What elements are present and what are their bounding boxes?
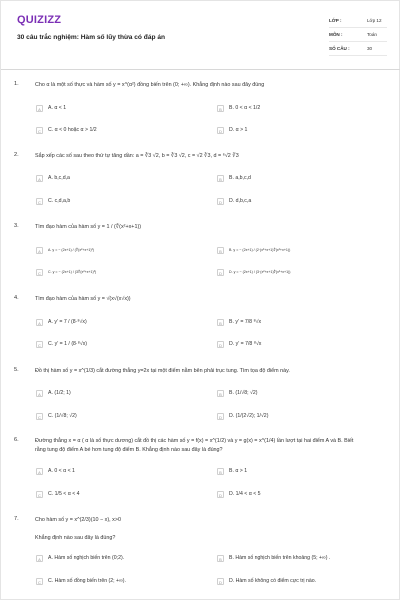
option-c[interactable] [36, 196, 70, 206]
option-letter: A [36, 319, 43, 326]
option-a[interactable] [36, 388, 71, 398]
option-text: A. y = − (2x+1) / (∜(x²+x+1)³) [48, 248, 94, 252]
option-d[interactable] [217, 196, 251, 206]
option-text: C. c,d,a,b [48, 198, 71, 204]
meta-value: Lớp 12 [367, 18, 382, 23]
option-letter: C [36, 127, 43, 134]
question-number: 4. [14, 295, 19, 301]
option-a[interactable] [36, 103, 66, 113]
option-text: B. Hàm số nghịch biến trên khoảng (5; +∞) . [229, 555, 331, 561]
option-letter: D [217, 127, 224, 134]
question-subtext: Khẳng định nào sau đây là đúng? [35, 535, 116, 541]
option-text: C. y = − (2x+1) / (3∜(x²+x+1)³) [48, 270, 97, 274]
meta-value: 30 [367, 46, 373, 51]
option-text: D. y = − (2x+1) / (3·(x²+x+1)∜(x²+x+1)) [229, 270, 291, 274]
question-text: Tìm đạo hàm của hàm số y = √(x√(x√x)) [35, 296, 131, 302]
option-text: A. 0 < α < 1 [48, 468, 75, 474]
option-b[interactable] [217, 103, 260, 113]
option-letter: C [36, 198, 43, 205]
option-letter: D [217, 491, 224, 498]
option-d[interactable] [217, 125, 247, 135]
option-text: A. y′ = 7 / (8·⁸√x) [48, 319, 87, 325]
option-d[interactable] [217, 267, 291, 277]
option-c[interactable] [36, 125, 97, 135]
option-text: B. α > 1 [229, 468, 248, 474]
option-c[interactable] [36, 489, 80, 499]
option-letter: C [36, 491, 43, 498]
option-letter: D [217, 413, 224, 420]
option-letter: B [217, 247, 224, 254]
page-title: 30 câu trắc nghiệm: Hàm số lũy thừa có đáp án [17, 34, 166, 41]
option-letter: C [36, 269, 43, 276]
option-d[interactable] [217, 576, 316, 586]
quizizz-logo: QUIZIZZ [17, 14, 62, 26]
option-text: A. Hàm số nghịch biến trên (0;2). [48, 555, 125, 561]
option-a[interactable] [36, 173, 70, 183]
question-number: 5. [14, 367, 19, 373]
option-a[interactable] [36, 466, 75, 476]
meta-row-count [329, 42, 387, 56]
option-text: B. (1/√8; √2) [229, 390, 258, 396]
question-number: 1. [14, 81, 19, 87]
option-text: D. Hàm số không có điểm cực trị nào. [229, 578, 317, 584]
option-letter: A [36, 105, 43, 112]
option-d[interactable] [217, 489, 261, 499]
option-letter: B [217, 468, 224, 475]
meta-key: SỐ CÂU : [329, 46, 350, 51]
option-letter: A [36, 555, 43, 562]
option-text: D. (1/(2√2); 1/√2) [229, 413, 269, 419]
option-letter: B [217, 390, 224, 397]
option-letter: A [36, 175, 43, 182]
option-text: A. (1/2; 1) [48, 390, 71, 396]
option-letter: B [217, 175, 224, 182]
question-number: 7. [14, 516, 19, 522]
option-d[interactable] [217, 411, 268, 421]
option-c[interactable] [36, 576, 126, 586]
option-b[interactable] [217, 317, 261, 327]
question-text: Tìm đạo hàm của hàm số y = 1 / (∜(x²+x+1)) [35, 224, 142, 230]
meta-value: Toán [367, 32, 377, 37]
option-text: B. a,b,c,d [229, 175, 251, 181]
question-text: Cho α là một số thực và hàm số y = x^(α²) đồng biến trên (0; +∞). Khẳng định nào sau đây đúng [35, 82, 265, 88]
meta-row-subject [329, 28, 387, 42]
option-letter: A [36, 390, 43, 397]
option-letter: A [36, 468, 43, 475]
question-text: Đường thẳng x = α ( α là số thực dương) cắt đồ thị các hàm số y = f(x) = x^(1/2) và y = g(x) = x^(1/4) lần lượt tại hai điểm A và B. Biết rằng tung độ điểm A bé hơn tung độ điểm B. Khẳng định nào sau đây là đúng? [35, 438, 354, 453]
question-number: 3. [14, 223, 19, 229]
option-text: A. α < 1 [48, 105, 67, 111]
option-text: B. y = − (2x+1) / (2·(x²+x+1)∜(x²+x+1)) [229, 248, 291, 252]
option-letter: A [36, 247, 43, 254]
option-text: C. y′ = 1 / (8·⁸√x) [48, 341, 88, 347]
option-letter: B [217, 319, 224, 326]
option-a[interactable] [36, 553, 124, 563]
header-divider [1, 69, 400, 70]
option-letter: B [217, 105, 224, 112]
option-letter: C [36, 578, 43, 585]
question-number: 2. [14, 152, 19, 158]
option-text: C. α < 0 hoặc α > 1/2 [48, 127, 97, 133]
option-text: B. 0 < α < 1/2 [229, 105, 261, 111]
meta-row-class [329, 14, 387, 28]
option-letter: B [217, 555, 224, 562]
option-a[interactable] [36, 317, 87, 327]
option-letter: C [36, 413, 43, 420]
option-b[interactable] [217, 553, 330, 563]
option-c[interactable] [36, 267, 96, 277]
question-text: Sắp xếp các số sau theo thứ tự tăng dần: a = ∛3 √2, b = ∛3 √2, c = √2 ∛3, d = ⁶√2 ∛3 [35, 153, 239, 159]
option-letter: D [217, 341, 224, 348]
option-text: B. y′ = 7/8 ⁸√x [229, 319, 262, 325]
option-text: D. α > 1 [229, 127, 248, 133]
question-text: Cho hàm số y = x^(2/3)(10 − x), x>0 [35, 517, 121, 523]
option-letter: D [217, 269, 224, 276]
meta-key: MÔN : [329, 32, 343, 37]
option-text: D. y′ = 7/8 ⁸√x [229, 341, 262, 347]
option-a[interactable] [36, 245, 94, 255]
option-b[interactable] [217, 245, 290, 255]
option-text: C. (1/√8; √2) [48, 413, 77, 419]
option-c[interactable] [36, 339, 87, 349]
option-b[interactable] [217, 173, 251, 183]
option-text: D. 1/4 < α < 5 [229, 491, 261, 497]
option-text: A. b,c,d,a [48, 175, 70, 181]
meta-table [329, 14, 387, 56]
option-letter: D [217, 578, 224, 585]
option-letter: C [36, 341, 43, 348]
option-text: C. Hàm số đồng biến trên (2; +∞). [48, 578, 126, 584]
question-text: Đồ thị hàm số y = x^(1/3) cắt đường thẳng y=2x tại một điểm nằm bên phải trục tung. Tìm tọa độ điểm này. [35, 368, 290, 374]
option-letter: D [217, 198, 224, 205]
option-b[interactable] [217, 388, 257, 398]
question-number: 6. [14, 437, 19, 443]
option-c[interactable] [36, 411, 77, 421]
header [1, 1, 400, 69]
option-text: D. d,b,c,a [229, 198, 252, 204]
meta-key: LỚP : [329, 18, 342, 23]
option-text: C. 1/5 < α < 4 [48, 491, 80, 497]
option-b[interactable] [217, 466, 247, 476]
option-d[interactable] [217, 339, 261, 349]
